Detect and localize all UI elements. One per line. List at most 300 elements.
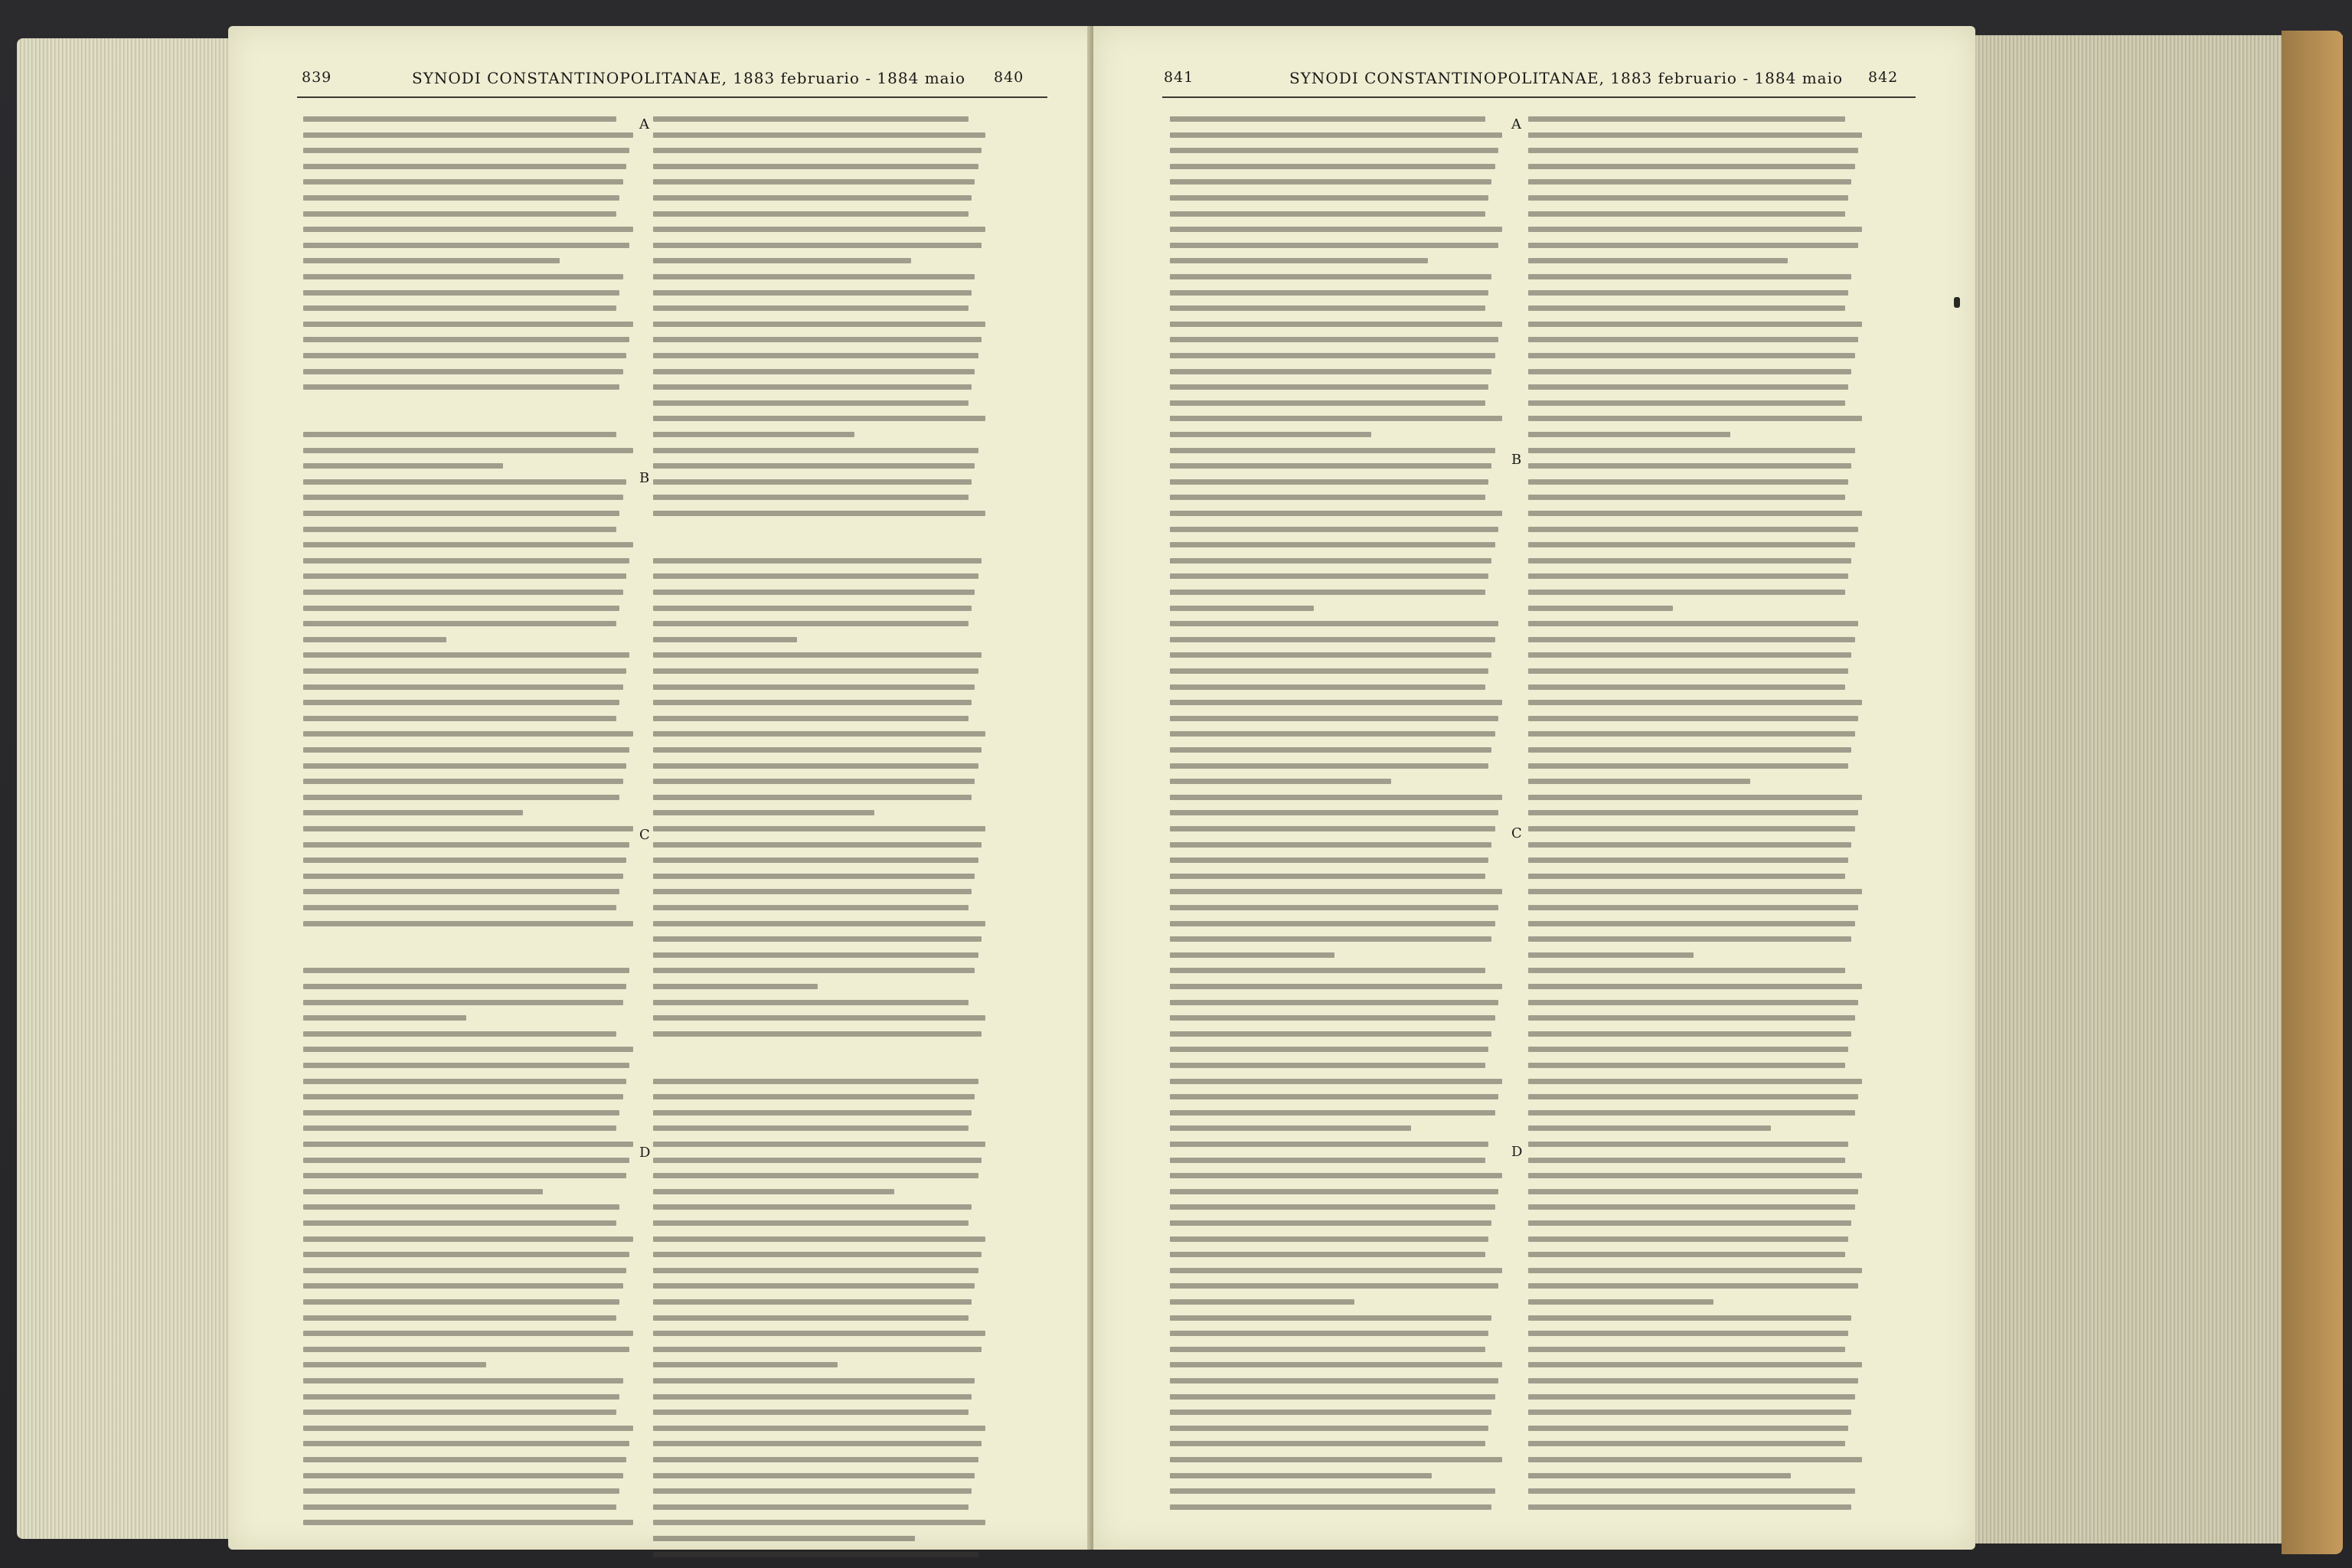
illegible-text-line	[303, 1000, 623, 1005]
illegible-text-line	[1528, 731, 1855, 737]
illegible-text-line	[1170, 1094, 1498, 1099]
illegible-text-line	[1170, 1362, 1502, 1367]
illegible-text-line	[1170, 1031, 1491, 1037]
illegible-text-line	[653, 148, 982, 153]
illegible-text-line	[1170, 1173, 1502, 1178]
illegible-text-line	[303, 637, 446, 642]
illegible-text-line	[1170, 1283, 1498, 1289]
illegible-text-line	[1528, 369, 1851, 374]
illegible-text-line	[1170, 1299, 1354, 1305]
illegible-text-line	[1528, 353, 1855, 358]
illegible-text-line	[303, 779, 623, 784]
illegible-text-line	[653, 652, 982, 658]
illegible-text-line	[1528, 416, 1862, 421]
illegible-text-line	[1170, 952, 1334, 958]
illegible-text-line	[303, 195, 619, 201]
illegible-text-line	[653, 684, 975, 690]
header-rule	[1162, 96, 1916, 98]
illegible-text-line	[653, 573, 978, 579]
illegible-text-line	[1170, 1220, 1491, 1226]
illegible-text-line	[653, 195, 972, 201]
illegible-text-line	[1170, 1000, 1498, 1005]
illegible-text-line	[303, 1220, 616, 1226]
illegible-text-line	[1170, 731, 1495, 737]
illegible-text-line	[1528, 1236, 1848, 1242]
illegible-text-line	[303, 1488, 619, 1494]
illegible-text-line	[303, 1347, 629, 1352]
illegible-text-line	[1528, 1394, 1855, 1400]
illegible-text-line	[303, 1362, 486, 1367]
section-marker: A	[1511, 116, 1521, 132]
running-title: SYNODI CONSTANTINOPOLITANAE, 1883 februario - 1884 maio	[1289, 69, 1844, 87]
illegible-text-line	[1170, 1426, 1488, 1431]
illegible-text-line	[1528, 1347, 1845, 1352]
illegible-text-line	[1170, 1394, 1495, 1400]
illegible-text-line	[653, 1158, 982, 1163]
illegible-text-line	[303, 274, 623, 279]
illegible-text-line	[303, 211, 616, 217]
illegible-text-line	[303, 290, 619, 296]
illegible-text-line	[1170, 984, 1502, 989]
illegible-text-line	[1170, 573, 1488, 579]
illegible-text-line	[653, 858, 978, 863]
illegible-text-line	[303, 984, 626, 989]
illegible-text-line	[303, 606, 619, 611]
illegible-text-line	[1170, 305, 1485, 311]
illegible-text-line	[653, 952, 978, 958]
illegible-text-line	[1170, 1110, 1495, 1116]
illegible-text-line	[303, 858, 626, 863]
illegible-text-line	[653, 1426, 985, 1431]
illegible-text-line	[303, 243, 629, 248]
illegible-text-line	[1528, 921, 1855, 926]
illegible-text-line	[653, 984, 818, 989]
illegible-text-line	[653, 1504, 969, 1510]
illegible-text-line	[653, 1094, 975, 1099]
illegible-text-line	[653, 511, 985, 516]
illegible-text-line	[1528, 164, 1855, 169]
illegible-text-line	[1170, 795, 1502, 800]
illegible-text-line	[653, 1000, 969, 1005]
illegible-text-line	[1528, 1031, 1851, 1037]
illegible-text-line	[303, 116, 616, 122]
illegible-text-line	[1170, 495, 1485, 500]
illegible-text-line	[1528, 842, 1851, 848]
illegible-text-line	[1170, 164, 1495, 169]
illegible-text-line	[653, 1299, 972, 1305]
illegible-text-line	[1170, 353, 1495, 358]
illegible-text-line	[303, 826, 633, 831]
illegible-text-line	[653, 179, 975, 185]
illegible-text-line	[303, 1015, 466, 1021]
illegible-text-line	[653, 164, 978, 169]
illegible-text-line	[1170, 1236, 1488, 1242]
right-page-header	[1093, 69, 1975, 100]
illegible-text-line	[1170, 842, 1491, 848]
illegible-text-line	[653, 274, 975, 279]
illegible-text-line	[303, 668, 626, 674]
illegible-text-line	[1170, 889, 1502, 894]
illegible-text-line	[1528, 290, 1848, 296]
illegible-text-line	[303, 479, 626, 485]
illegible-text-line	[1528, 432, 1730, 437]
illegible-text-line	[1528, 1362, 1862, 1367]
illegible-text-line	[653, 495, 969, 500]
illegible-text-line	[303, 621, 616, 626]
illegible-text-line	[303, 1252, 629, 1257]
illegible-text-line	[303, 810, 523, 815]
illegible-text-line	[653, 1252, 982, 1257]
illegible-text-line	[653, 211, 969, 217]
illegible-text-line	[653, 322, 985, 327]
illegible-text-line	[1170, 132, 1502, 138]
illegible-text-line	[653, 227, 985, 232]
illegible-text-line	[1528, 716, 1858, 721]
illegible-text-line	[1528, 1488, 1855, 1494]
illegible-text-line	[1528, 652, 1851, 658]
illegible-text-line	[303, 384, 619, 390]
illegible-text-line	[653, 606, 972, 611]
illegible-text-line	[1170, 369, 1491, 374]
illegible-text-line	[303, 1299, 619, 1305]
illegible-text-line	[303, 1173, 626, 1178]
illegible-text-line	[653, 968, 975, 973]
illegible-text-line	[303, 558, 629, 564]
illegible-text-line	[653, 1347, 982, 1352]
illegible-text-line	[303, 164, 626, 169]
illegible-text-line	[303, 1142, 633, 1147]
french-text-column	[653, 116, 988, 1533]
illegible-text-line	[1170, 1142, 1488, 1147]
illegible-text-line	[303, 1426, 633, 1431]
illegible-text-line	[1528, 952, 1694, 958]
illegible-text-line	[653, 448, 978, 453]
illegible-text-line	[303, 874, 623, 879]
illegible-text-line	[653, 1552, 978, 1557]
illegible-text-line	[1528, 1426, 1848, 1431]
french-text-column	[1528, 116, 1865, 1533]
illegible-text-line	[653, 1394, 972, 1400]
illegible-text-line	[1528, 621, 1858, 626]
illegible-text-line	[653, 905, 969, 910]
illegible-text-line	[1170, 542, 1495, 547]
illegible-text-line	[1170, 606, 1314, 611]
illegible-text-line	[1528, 195, 1848, 201]
illegible-text-line	[303, 353, 626, 358]
illegible-text-line	[303, 495, 623, 500]
illegible-text-line	[653, 432, 854, 437]
illegible-text-line	[653, 1378, 975, 1383]
illegible-text-line	[1170, 1204, 1495, 1210]
illegible-text-line	[653, 621, 969, 626]
illegible-text-line	[653, 416, 985, 421]
illegible-text-line	[1170, 763, 1488, 769]
illegible-text-line	[1528, 243, 1858, 248]
illegible-text-line	[653, 763, 978, 769]
illegible-text-line	[1170, 826, 1495, 831]
illegible-text-line	[1170, 968, 1485, 973]
illegible-text-line	[653, 305, 969, 311]
illegible-text-line	[1528, 1441, 1845, 1446]
illegible-text-line	[303, 1378, 623, 1383]
illegible-text-line	[303, 305, 616, 311]
illegible-text-line	[1528, 637, 1855, 642]
illegible-text-line	[303, 1094, 623, 1099]
illegible-text-line	[653, 668, 978, 674]
illegible-text-line	[303, 1473, 623, 1478]
illegible-text-line	[303, 795, 619, 800]
illegible-text-line	[303, 652, 629, 658]
illegible-text-line	[303, 1158, 629, 1163]
illegible-text-line	[303, 1125, 616, 1131]
illegible-text-line	[1170, 337, 1498, 342]
illegible-text-line	[1170, 116, 1485, 122]
illegible-text-line	[1528, 936, 1851, 942]
illegible-text-line	[303, 527, 616, 532]
illegible-text-line	[653, 258, 911, 263]
illegible-text-line	[303, 1504, 616, 1510]
illegible-text-line	[653, 795, 972, 800]
illegible-text-line	[303, 148, 629, 153]
illegible-text-line	[303, 1204, 619, 1210]
illegible-text-line	[1528, 1220, 1851, 1226]
illegible-text-line	[653, 369, 975, 374]
illegible-text-line	[1170, 858, 1488, 863]
illegible-text-line	[653, 243, 982, 248]
illegible-text-line	[653, 1457, 978, 1462]
illegible-text-line	[1170, 463, 1491, 469]
illegible-text-line	[653, 1110, 972, 1116]
illegible-text-line	[1170, 1125, 1411, 1131]
margin-mark	[1954, 297, 1960, 308]
illegible-text-line	[1528, 700, 1862, 705]
book-page-edges-left	[17, 38, 228, 1539]
illegible-text-line	[1528, 400, 1845, 406]
illegible-text-line	[653, 1142, 985, 1147]
illegible-text-line	[1528, 968, 1845, 973]
illegible-text-line	[1170, 1488, 1495, 1494]
page-number: 842	[1868, 69, 1899, 86]
illegible-text-line	[653, 936, 982, 942]
illegible-text-line	[1170, 700, 1502, 705]
illegible-text-line	[1528, 1204, 1855, 1210]
illegible-text-line	[1170, 227, 1502, 232]
illegible-text-line	[1170, 1331, 1488, 1336]
illegible-text-line	[1528, 573, 1848, 579]
illegible-text-line	[1170, 322, 1502, 327]
section-marker: D	[1511, 1144, 1523, 1160]
illegible-text-line	[653, 1473, 975, 1478]
illegible-text-line	[303, 322, 633, 327]
illegible-text-line	[1528, 258, 1788, 263]
illegible-text-line	[303, 542, 633, 547]
illegible-text-line	[303, 463, 503, 469]
illegible-text-line	[653, 889, 972, 894]
illegible-text-line	[1170, 1410, 1491, 1415]
illegible-text-line	[1528, 1473, 1791, 1478]
illegible-text-line	[303, 448, 633, 453]
illegible-text-line	[303, 1283, 623, 1289]
illegible-text-line	[653, 810, 874, 815]
illegible-text-line	[653, 1315, 969, 1321]
illegible-text-line	[653, 1204, 972, 1210]
illegible-text-line	[653, 637, 797, 642]
illegible-text-line	[303, 573, 626, 579]
illegible-text-line	[1170, 1347, 1485, 1352]
illegible-text-line	[1528, 1331, 1848, 1336]
illegible-text-line	[303, 905, 616, 910]
illegible-text-line	[1170, 1047, 1488, 1052]
illegible-text-line	[303, 747, 629, 753]
illegible-text-line	[303, 889, 619, 894]
illegible-text-line	[1170, 684, 1485, 690]
illegible-text-line	[653, 558, 982, 564]
illegible-text-line	[1528, 148, 1858, 153]
left-page-header	[228, 69, 1122, 100]
page-number: 841	[1164, 69, 1194, 86]
illegible-text-line	[303, 590, 623, 595]
illegible-text-line	[1170, 416, 1502, 421]
running-title: SYNODI CONSTANTINOPOLITANAE, 1883 februario - 1884 maio	[412, 69, 966, 87]
illegible-text-line	[1170, 1457, 1502, 1462]
book-cover-edge	[2282, 31, 2343, 1554]
illegible-text-line	[1528, 590, 1845, 595]
illegible-text-line	[653, 1268, 978, 1273]
illegible-text-line	[1528, 795, 1862, 800]
illegible-text-line	[1170, 590, 1485, 595]
illegible-text-line	[653, 1283, 975, 1289]
illegible-text-line	[1170, 1015, 1495, 1021]
illegible-text-line	[1528, 322, 1862, 327]
illegible-text-line	[1170, 637, 1495, 642]
illegible-text-line	[303, 763, 626, 769]
illegible-text-line	[303, 921, 633, 926]
illegible-text-line	[1170, 921, 1495, 926]
illegible-text-line	[653, 1520, 985, 1525]
illegible-text-line	[1528, 1299, 1713, 1305]
illegible-text-line	[1528, 495, 1845, 500]
illegible-text-line	[1528, 1079, 1862, 1084]
page-number: 839	[302, 69, 332, 86]
illegible-text-line	[1528, 305, 1845, 311]
illegible-text-line	[1528, 889, 1862, 894]
illegible-text-line	[1170, 148, 1498, 153]
illegible-text-line	[1528, 448, 1855, 453]
illegible-text-line	[1170, 716, 1498, 721]
illegible-text-line	[1528, 1047, 1848, 1052]
illegible-text-line	[1170, 1079, 1502, 1084]
illegible-text-line	[1528, 1504, 1851, 1510]
illegible-text-line	[303, 1394, 619, 1400]
illegible-text-line	[303, 1079, 626, 1084]
illegible-text-line	[653, 479, 972, 485]
illegible-text-line	[1170, 668, 1488, 674]
left-page	[228, 26, 1122, 1550]
illegible-text-line	[303, 1441, 629, 1446]
illegible-text-line	[1170, 1252, 1485, 1257]
illegible-text-line	[303, 1331, 633, 1336]
illegible-text-line	[1170, 936, 1491, 942]
illegible-text-line	[303, 258, 560, 263]
illegible-text-line	[1170, 384, 1488, 390]
section-marker: B	[1511, 452, 1522, 468]
illegible-text-line	[1170, 290, 1488, 296]
illegible-text-line	[1170, 1473, 1432, 1478]
illegible-text-line	[1528, 1410, 1851, 1415]
illegible-text-line	[653, 874, 975, 879]
illegible-text-line	[303, 842, 629, 848]
illegible-text-line	[303, 1457, 626, 1462]
illegible-text-line	[303, 684, 623, 690]
illegible-text-line	[1528, 1000, 1858, 1005]
illegible-text-line	[1170, 1315, 1491, 1321]
illegible-text-line	[1528, 274, 1851, 279]
illegible-text-line	[1528, 1125, 1771, 1131]
illegible-text-line	[1528, 337, 1858, 342]
illegible-text-line	[653, 1410, 969, 1415]
illegible-text-line	[1528, 606, 1673, 611]
illegible-text-line	[653, 826, 985, 831]
illegible-text-line	[1170, 1441, 1485, 1446]
illegible-text-line	[1528, 747, 1851, 753]
illegible-text-line	[1528, 1094, 1858, 1099]
section-marker: C	[1511, 825, 1522, 841]
illegible-text-line	[1528, 463, 1851, 469]
illegible-text-line	[1170, 558, 1491, 564]
illegible-text-line	[1170, 810, 1498, 815]
illegible-text-line	[1528, 1142, 1848, 1147]
illegible-text-line	[1170, 874, 1485, 879]
illegible-text-line	[653, 116, 969, 122]
illegible-text-line	[303, 716, 616, 721]
illegible-text-line	[653, 1079, 978, 1084]
illegible-text-line	[653, 747, 982, 753]
illegible-text-line	[1528, 384, 1848, 390]
illegible-text-line	[1528, 668, 1848, 674]
illegible-text-line	[1528, 511, 1862, 516]
illegible-text-line	[653, 1220, 969, 1226]
illegible-text-line	[1170, 652, 1491, 658]
illegible-text-line	[303, 432, 616, 437]
illegible-text-line	[653, 353, 978, 358]
greek-text-column	[1170, 116, 1505, 1533]
illegible-text-line	[653, 590, 975, 595]
illegible-text-line	[1528, 527, 1858, 532]
illegible-text-line	[1528, 116, 1845, 122]
illegible-text-line	[1170, 747, 1491, 753]
illegible-text-line	[653, 1488, 972, 1494]
greek-text-column	[303, 116, 636, 1533]
illegible-text-line	[1170, 179, 1491, 185]
illegible-text-line	[1528, 858, 1848, 863]
illegible-text-line	[1528, 1268, 1862, 1273]
illegible-text-line	[1528, 479, 1848, 485]
illegible-text-line	[1170, 211, 1485, 217]
illegible-text-line	[653, 463, 975, 469]
illegible-text-line	[653, 779, 975, 784]
illegible-text-line	[1170, 905, 1498, 910]
illegible-text-line	[1170, 479, 1488, 485]
illegible-text-line	[653, 337, 982, 342]
illegible-text-line	[653, 132, 985, 138]
illegible-text-line	[653, 1536, 915, 1541]
page-number: 840	[994, 69, 1024, 86]
section-marker: A	[639, 116, 649, 132]
illegible-text-line	[1528, 763, 1848, 769]
illegible-text-line	[1528, 542, 1855, 547]
illegible-text-line	[1170, 274, 1491, 279]
illegible-text-line	[1170, 1378, 1498, 1383]
